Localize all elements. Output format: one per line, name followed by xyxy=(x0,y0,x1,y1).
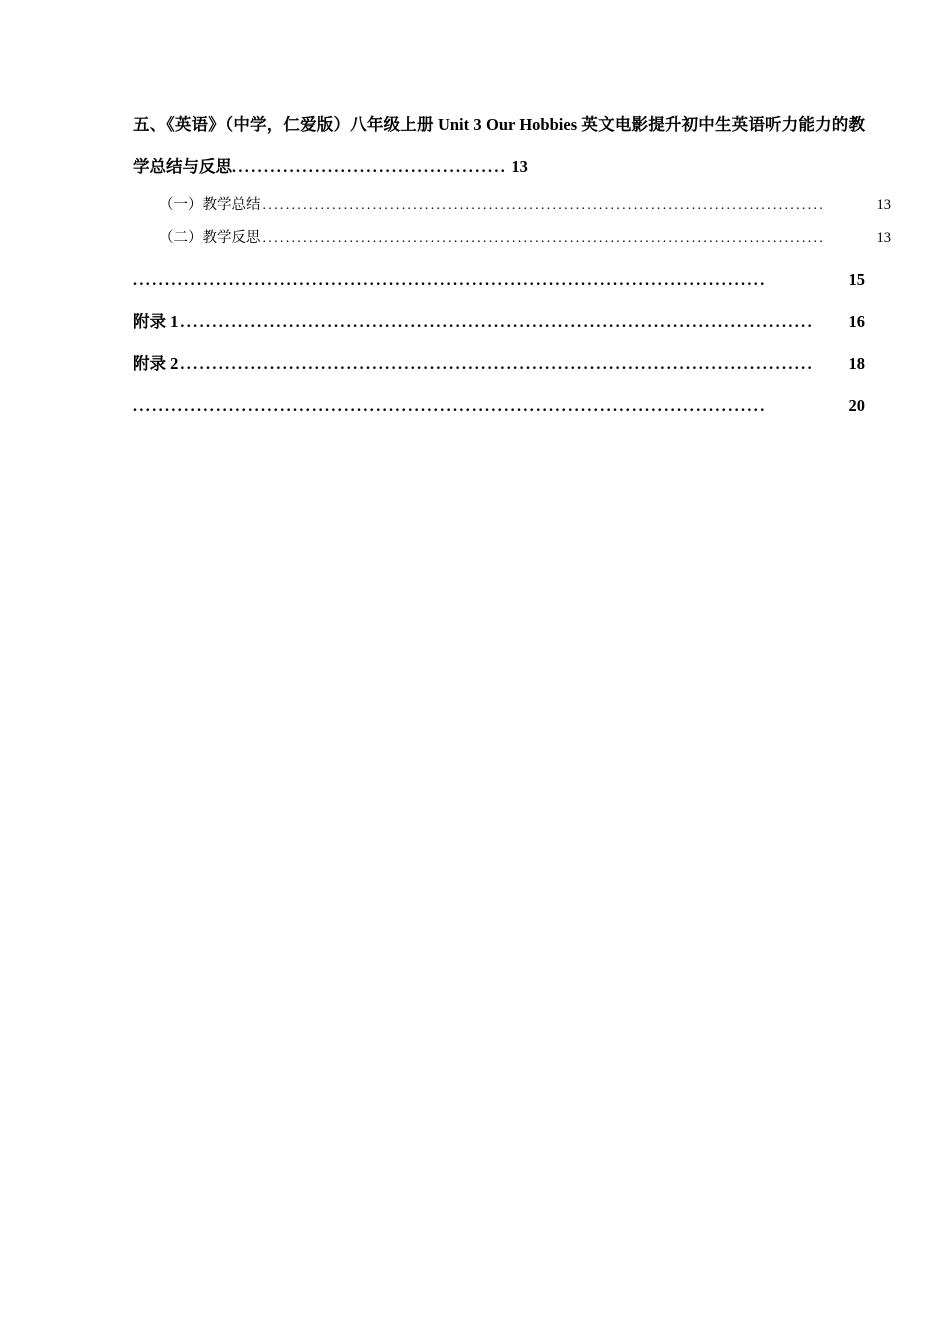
table-of-contents xyxy=(133,104,891,427)
toc-entry-blank-15[interactable] xyxy=(133,259,865,301)
toc-entry-5-2-page: 13 xyxy=(876,230,891,246)
toc-entry-blank-20-page: 20 xyxy=(848,396,865,415)
toc-entry-appendix-2-leaders: ................................................................................................... xyxy=(180,357,814,373)
toc-entry-blank-20[interactable] xyxy=(133,385,865,427)
toc-entry-5-page: 13 xyxy=(511,157,528,176)
toc-entry-appendix-2-page: 18 xyxy=(848,354,865,373)
toc-entry-5-1-title: （一）教学总结 xyxy=(159,197,261,213)
toc-entry-5-1[interactable] xyxy=(133,189,891,222)
toc-entry-blank-20-leaders: ................................................................................................... xyxy=(133,399,767,415)
toc-entry-5-2-title: （二）教学反思 xyxy=(159,230,261,246)
toc-entry-appendix-1-leaders: ................................................................................................... xyxy=(180,315,814,331)
toc-entry-appendix-2-title: 附录 2 xyxy=(133,354,179,373)
toc-entry-5-1-page: 13 xyxy=(876,197,891,213)
toc-entry-appendix-2[interactable] xyxy=(133,343,865,385)
toc-entry-blank-15-leaders: ................................................................................................... xyxy=(133,273,767,289)
toc-entry-appendix-1-page: 16 xyxy=(848,312,865,331)
toc-entry-5-title: 五、《英语》（中学，仁爱版）八年级上册 Unit 3 Our Hobbies 英文电影提升初中生英语听力能力的教学总结与反思 xyxy=(133,115,865,176)
toc-entry-appendix-1[interactable] xyxy=(133,301,865,343)
toc-entry-5-2-leaders: ................................................................................................. xyxy=(262,232,826,246)
toc-entry-blank-15-page: 15 xyxy=(848,270,865,289)
toc-entry-5-2[interactable] xyxy=(133,222,891,255)
toc-entry-5-leaders: ........................................... xyxy=(232,159,508,176)
toc-entry-5[interactable] xyxy=(133,104,865,189)
toc-entry-appendix-1-title: 附录 1 xyxy=(133,312,179,331)
toc-entry-5-1-leaders: ................................................................................................. xyxy=(262,199,826,213)
